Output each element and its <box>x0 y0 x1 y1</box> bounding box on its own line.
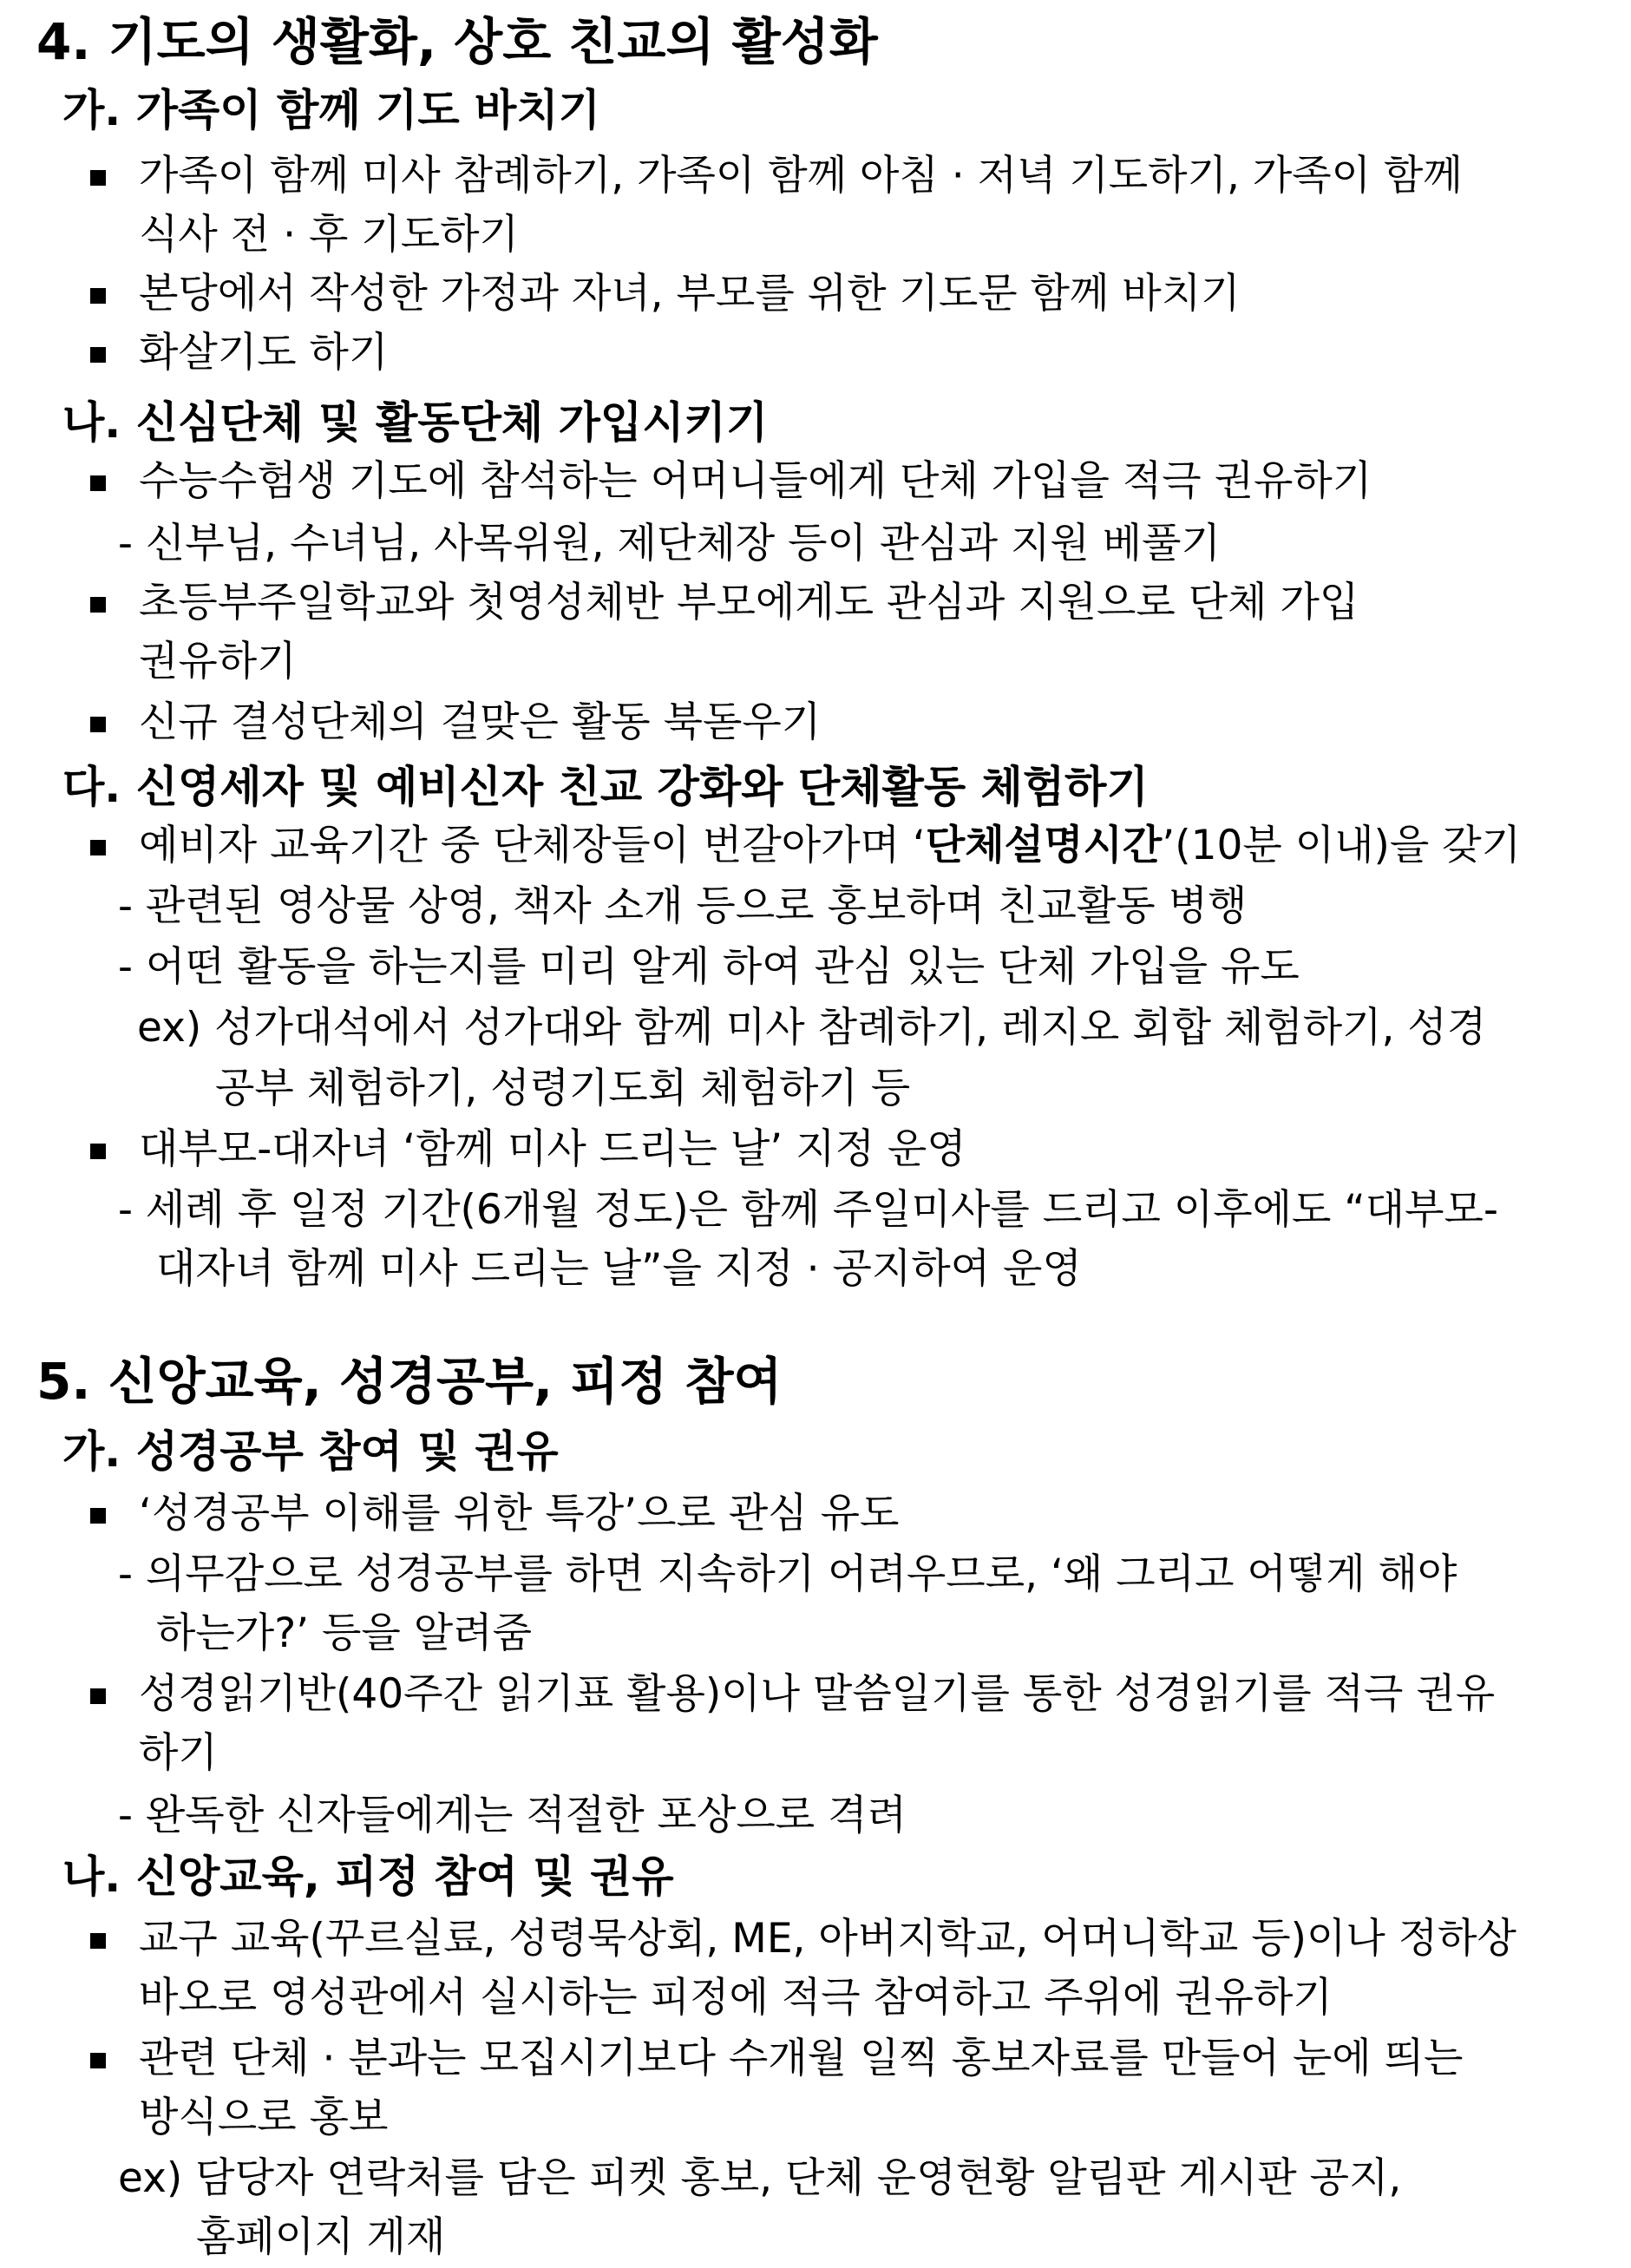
bullet-marker <box>90 475 106 491</box>
sub-item-text: - 세례 후 일정 기간(6개월 정도)은 함께 주일미사를 드리고 이후에도 “대부모- <box>118 1186 1498 1234</box>
bullet-marker <box>90 717 106 732</box>
example-text: ex) 담당자 연락처를 담은 피켓 홍보, 단체 운영현황 알림판 게시판 공지, <box>118 2154 1402 2202</box>
sub-item-continuation: 대자녀 함께 미사 드리는 날”을 지정 · 공지하여 운영 <box>156 1245 1082 1293</box>
list-item-continuation: 권유하기 <box>139 638 297 685</box>
list-item-text: 수능수험생 기도에 참석하는 어머니들에게 단체 가입을 적극 권유하기 <box>139 457 1372 505</box>
bullet-marker <box>90 1144 106 1159</box>
list-item-text: 교구 교육(꾸르실료, 성령묵상회, ME, 아버지학교, 어머니학교 등)이나 정하상 <box>139 1915 1516 1963</box>
bullet-marker <box>90 2053 106 2068</box>
list-item-text: 본당에서 작성한 가정과 자녀, 부모를 위한 기도문 함께 바치기 <box>139 270 1241 318</box>
bullet-marker <box>90 1933 106 1949</box>
bullet-marker <box>90 1508 106 1524</box>
emphasis-text: 단체설명시간 <box>925 822 1163 869</box>
list-item-continuation: 하기 <box>139 1729 218 1777</box>
section-5-heading: 5. 신앙교육, 성경공부, 피정 참여 <box>36 1352 783 1411</box>
sub-item-text: - 의무감으로 성경공부를 하면 지속하기 어려우므로, ‘왜 그리고 어떻게 해야 <box>118 1550 1457 1598</box>
section-4-heading: 4. 기도의 생활화, 상호 친교의 활성화 <box>36 12 878 71</box>
sub-item-text: - 어떤 활동을 하는지를 미리 알게 하여 관심 있는 단체 가입을 유도 <box>118 943 1300 991</box>
bullet-marker <box>90 170 106 186</box>
list-item-text: 화살기도 하기 <box>139 329 389 377</box>
list-item-text: 관련 단체 · 분과는 모집시기보다 수개월 일찍 홍보자료를 만들어 눈에 띄는 <box>139 2035 1464 2082</box>
list-item-text: 대부모-대자녀 ‘함께 미사 드리는 날’ 지정 운영 <box>139 1125 966 1173</box>
sub-item-text: - 신부님, 수녀님, 사목위원, 제단체장 등이 관심과 지원 베풀기 <box>118 520 1221 567</box>
section-4c-heading: 다. 신영세자 및 예비신자 친교 강화와 단체활동 체험하기 <box>62 762 1149 812</box>
bullet-marker <box>90 840 106 855</box>
list-item-text: ‘성경공부 이해를 위한 특강’으로 관심 유도 <box>139 1490 900 1537</box>
section-4a-heading: 가. 가족이 함께 기도 바치기 <box>62 85 600 135</box>
example-text: ex) 성가대석에서 성가대와 함께 미사 참례하기, 레지오 회합 체험하기, 성경 <box>137 1004 1487 1052</box>
list-item-text: 신규 결성단체의 걸맞은 활동 북돋우기 <box>139 698 822 746</box>
bullet-marker <box>90 1688 106 1704</box>
list-item-text <box>139 816 1521 876</box>
list-item-continuation: 식사 전 · 후 기도하기 <box>139 211 519 259</box>
sub-item-text: - 완독한 신자들에게는 적절한 포상으로 격려 <box>118 1792 907 1839</box>
text-segment: 예비자 교육기간 중 단체장들이 번갈아가며 ‘ <box>139 822 926 869</box>
example-continuation: 홈페이지 게재 <box>196 2213 446 2261</box>
section-5b-heading: 나. 신앙교육, 피정 참여 및 권유 <box>62 1852 674 1902</box>
text-segment: ’(10분 이내)을 갖기 <box>1162 822 1522 869</box>
list-item-text: 초등부주일학교와 첫영성체반 부모에게도 관심과 지원으로 단체 가입 <box>139 579 1359 626</box>
list-item-continuation: 바오로 영성관에서 실시하는 피정에 적극 참여하고 주위에 권유하기 <box>139 1974 1333 2022</box>
list-item-text: 성경읽기반(40주간 읽기표 활용)이나 말씀일기를 통한 성경읽기를 적극 권유 <box>139 1670 1496 1718</box>
list-item-continuation: 방식으로 홍보 <box>139 2094 389 2141</box>
sub-item-continuation: 하는가?’ 등을 알려줌 <box>156 1609 532 1657</box>
bullet-marker <box>90 288 106 304</box>
example-continuation: 공부 체험하기, 성령기도회 체험하기 등 <box>215 1065 911 1112</box>
section-4b-heading: 나. 신심단체 및 활동단체 가입시키기 <box>62 397 769 448</box>
sub-item-text: - 관련된 영상물 상영, 책자 소개 등으로 홍보하며 친교활동 병행 <box>118 882 1248 930</box>
bullet-marker <box>90 597 106 613</box>
list-item-text: 가족이 함께 미사 참례하기, 가족이 함께 아침 · 저녁 기도하기, 가족이 함께 <box>139 152 1463 200</box>
section-5a-heading: 가. 성경공부 참여 및 권유 <box>62 1426 559 1477</box>
bullet-marker <box>90 347 106 363</box>
